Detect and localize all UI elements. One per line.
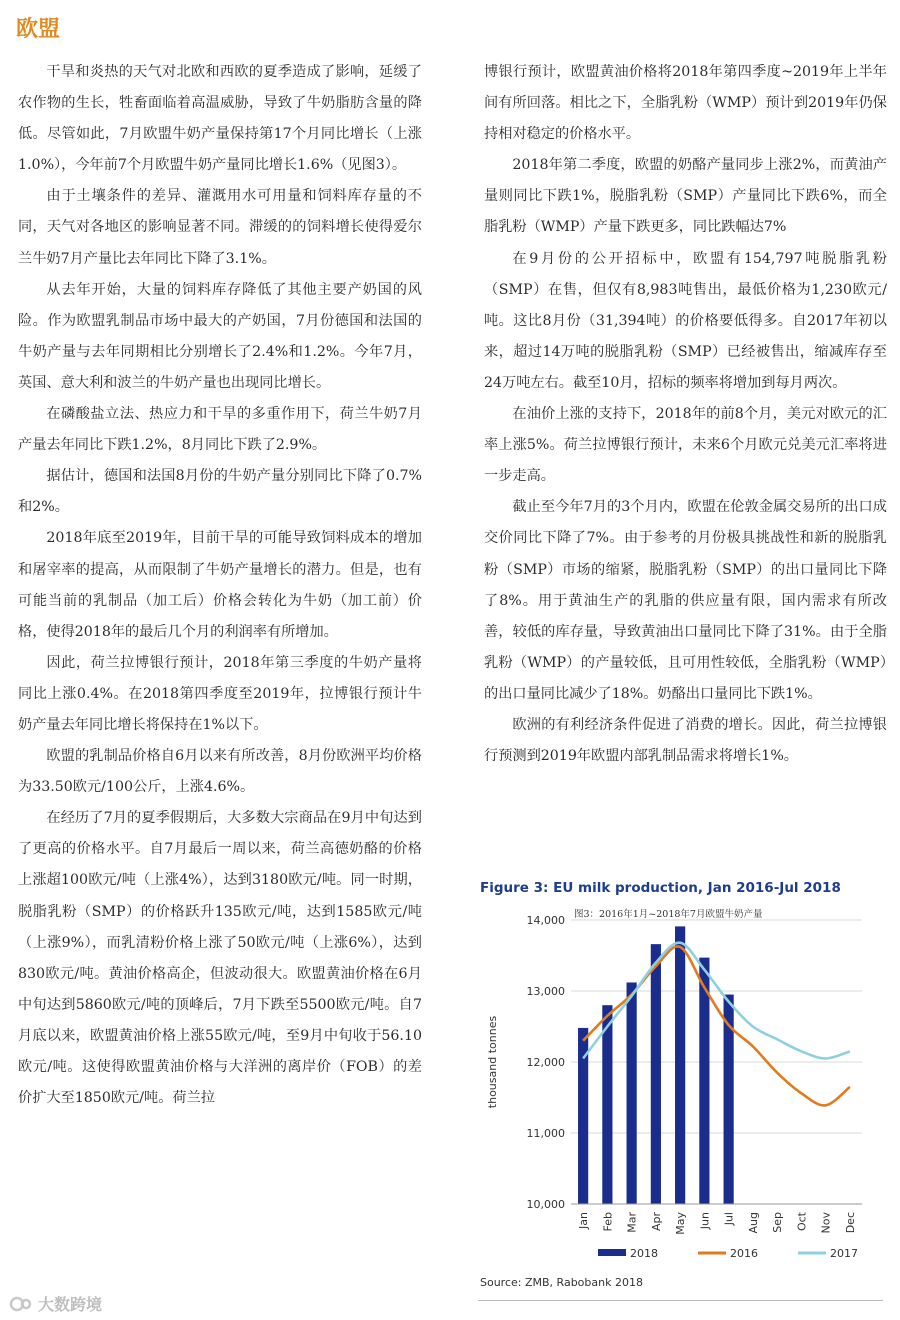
series-line-2016 xyxy=(583,946,850,1105)
x-tick-label: Dec xyxy=(843,1212,857,1234)
paragraph: 在经历了7月的夏季假期后，大多数大宗商品在9月中旬达到了更高的价格水平。自7月最后一周以来，荷兰高德奶酪的价格上涨超100欧元/吨（上涨4%），达到3180欧元/吨。同一时期，脱脂乳粉（SMP）的价格跃升135欧元/吨，达到1585欧元/吨（上涨9%），而乳清粉价格上涨了50欧元/吨（上涨6%），达到830欧元/吨。黄油价格高企，但波动很大。欧盟黄油价格在6月中旬达到5860欧元/吨的顶峰后，7月下跌至5500欧元/吨。自7月底以来，欧盟黄油价格上涨55欧元/吨，至9月中旬收于56.10欧元/吨。这使得欧盟黄油价格与大洋洲的离岸价（FOB）的差价扩大至1850欧元/吨。荷兰拉 xyxy=(18,810,422,1107)
watermark-logo-icon xyxy=(8,1295,34,1313)
legend-label-2018: 2018 xyxy=(630,1247,658,1260)
x-tick-label: May xyxy=(674,1212,688,1235)
figure-divider xyxy=(478,1300,883,1301)
x-tick-label: Sep xyxy=(771,1212,785,1233)
x-tick-label: Feb xyxy=(601,1212,615,1232)
legend-swatch-2018 xyxy=(598,1249,626,1256)
legend-label-2017: 2017 xyxy=(830,1247,858,1260)
x-tick-label: Jul xyxy=(722,1212,736,1226)
paragraph: 在油价上涨的支持下，2018年的前8个月，美元对欧元的汇率上涨5%。荷兰拉博银行预计，未来6个月欧元兑美元汇率将进一步走高。 xyxy=(484,406,887,485)
bar-may xyxy=(675,926,685,1204)
paragraph: 2018年底至2019年，目前干旱的可能导致饲料成本的增加和屠宰率的提高，从而限制了牛奶产量增长的潜力。但是，也有可能当前的乳制品（加工后）价格会转化为牛奶（加工前）价格，使得2018年的最后几个月的利润率有所增加。 xyxy=(18,530,422,640)
paragraph: 欧洲的有利经济条件促进了消费的增长。因此，荷兰拉博银行预测到2019年欧盟内部乳制品需求将增长1%。 xyxy=(484,716,887,765)
paragraph: 在磷酸盐立法、热应力和干旱的多重作用下，荷兰牛奶7月产量去年同比下跌1.2%，8月同比下跌了2.9%。 xyxy=(18,406,422,454)
y-tick-label: 11,000 xyxy=(526,1127,565,1140)
watermark xyxy=(8,1292,102,1315)
y-tick-label: 13,000 xyxy=(526,985,565,998)
paragraph: 欧盟的乳制品价格自6月以来有所改善，8月份欧洲平均价格为33.50欧元/100公斤，上涨4.6%。 xyxy=(18,748,422,796)
y-tick-label: 12,000 xyxy=(526,1056,565,1069)
paragraph: 从去年开始，大量的饲料库存降低了其他主要产奶国的风险。作为欧盟乳制品市场中最大的产奶国，7月份德国和法国的牛奶产量与去年同期相比分别增长了2.4%和1.2%。今年7月，英国、意大利和波兰的牛奶产量也出现同比增长。 xyxy=(18,281,422,391)
x-tick-label: Nov xyxy=(819,1212,833,1234)
figure-title: Figure 3: EU milk production, Jan 2016-Jul 2018 xyxy=(480,880,841,896)
watermark-text: 大数跨境 xyxy=(38,1295,103,1314)
paragraph: 因此，荷兰拉博银行预计，2018年第三季度的牛奶产量将同比上涨0.4%。在2018第四季度至2019年，拉博银行预计牛奶产量去年同比增长将保持在1%以下。 xyxy=(18,654,422,733)
left-column xyxy=(18,57,422,1114)
x-tick-label: Oct xyxy=(795,1212,809,1232)
x-tick-label: Aug xyxy=(746,1212,760,1234)
paragraph: 据估计，德国和法国8月份的牛奶产量分别同比下降了0.7%和2%。 xyxy=(18,468,422,516)
paragraph: 2018年第二季度，欧盟的奶酪产量同步上涨2%，而黄油产量则同比下跌1%，脱脂乳粉（SMP）产量同比下跌6%，而全脂乳粉（WMP）产量下跌更多，同比跌幅达7% xyxy=(484,157,887,236)
figure-subtitle: 图3：2016年1月~2018年7月欧盟牛奶产量 xyxy=(574,909,763,920)
paragraph: 由于土壤条件的差异、灌溉用水可用量和饲料库存量的不同，天气对各地区的影响显著不同。滞缓的的饲料增长使得爱尔兰牛奶7月产量比去年同比下降了3.1%。 xyxy=(18,188,422,267)
y-tick-label: 14,000 xyxy=(526,914,565,927)
figure-source: Source: ZMB, Rabobank 2018 xyxy=(480,1276,643,1289)
series-line-2017 xyxy=(583,943,850,1059)
milk-production-chart xyxy=(478,876,898,1276)
paragraph: 在9月份的公开招标中，欧盟有154,797吨脱脂乳粉（SMP）在售，但仅有8,983吨售出，最低价格为1,230欧元/吨。这比8月份（31,394吨）的价格要低得多。自2017年初以来，超过14万吨的脱脂乳粉（SMP）已经被售出，缩减库存至24万吨左右。截至10月，招标的频率将增加到每月两次。 xyxy=(484,250,887,391)
section-heading: 欧盟 xyxy=(16,17,61,42)
bar-apr xyxy=(651,944,661,1204)
x-tick-label: Jun xyxy=(698,1212,712,1230)
right-column xyxy=(484,57,887,772)
legend-label-2016: 2016 xyxy=(730,1247,758,1260)
x-tick-label: Apr xyxy=(649,1212,663,1232)
figure-eu-milk-production xyxy=(478,876,898,1306)
y-axis-label: thousand tonnes xyxy=(486,1015,499,1109)
x-tick-label: Mar xyxy=(625,1212,639,1233)
paragraph-continued: 博银行预计，欧盟黄油价格将2018年第四季度~2019年上半年间有所回落。相比之下，全脂乳粉（WMP）预计到2019年仍保持相对稳定的价格水平。 xyxy=(484,64,887,143)
paragraph: 干旱和炎热的天气对北欧和西欧的夏季造成了影响，延缓了农作物的生长，牲畜面临着高温威胁，导致了牛奶脂肪含量的降低。尽管如此，7月欧盟牛奶产量保持第17个月同比增长（上涨1.0%），今年前7个月欧盟牛奶产量同比增长1.6%（见图3）。 xyxy=(18,64,422,174)
paragraph: 截止至今年7月的3个月内，欧盟在伦敦金属交易所的出口成交价同比下降了7%。由于参考的月份极具挑战性和新的脱脂乳粉（SMP）市场的缩紧，脱脂乳粉（SMP）的出口量同比下降了8%。用于黄油生产的乳脂的供应量有限，国内需求有所改善，较低的库存量，导致黄油出口量同比下降了31%。由于全脂乳粉（WMP）的产量较低，且可用性较低，全脂乳粉（WMP）的出口量同比减少了18%。奶酪出口量同比下跌1%。 xyxy=(484,499,887,702)
y-tick-label: 10,000 xyxy=(526,1198,565,1211)
bar-feb xyxy=(602,1005,612,1204)
bar-mar xyxy=(627,982,637,1204)
x-tick-label: Jan xyxy=(577,1212,591,1229)
